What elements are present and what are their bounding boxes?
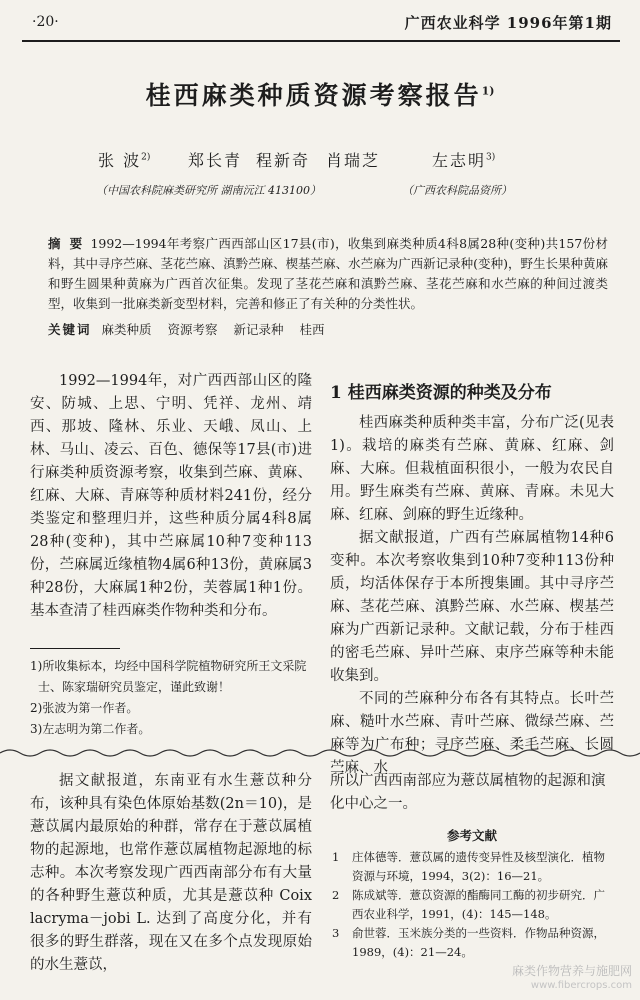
footnote-1: 1)所收集标本，均经中国科学院植物研究所王文采院士、陈家瑞研究员鉴定，谨此致谢！ [30,659,307,694]
section-1-heading: 1 桂西麻类资源的种类及分布 [330,383,552,403]
lower-left-paragraph: 据文献报道，东南亚有水生薏苡种分布，该种具有染色体原始基数(2n＝10)，是薏苡属内最原始的种群，常存在于薏苡属植物的起源地，也常作薏苡属植物起源地的标志种。本次考察发现广西西南部分布有大量的各种野生薏苡种质，尤其是薏苡种 Coix lacryma－jobi L. 达到了高度分化，并有很多的野生群落，现在又在多个点发现原始的水生薏苡， [30,773,312,973]
reference-item: 1 庄体德等．薏苡属的遗传变异性及核型演化．植物资源与环境，1994，3(2)：16—21。 [332,850,605,883]
journal-name: 广西农业科学 1996年第1期 [404,14,612,32]
keywords-label: 关键词 [48,322,92,337]
affiliation-1: （中国农科院麻类研究所 湖南沅江 413100） [96,184,321,197]
footnote-rule [30,648,120,649]
footnote-3: 3)左志明为第二作者。 [30,722,151,736]
keywords [48,320,608,338]
page-number: ·20· [32,14,59,30]
section-1-paragraph: 据文献报道，广西有苎麻属植物14种6变种。本次考察收集到10种7变种113份种质，均活体保存于本所搜集圃。其中寻序苎麻、茎花苎麻、滇黔苎麻、水苎麻、楔基苎麻为广西新记录种。文献记载，分布于桂西的密毛苎麻、异叶苎麻、束序苎麻等种未能收集到。 [330,530,614,684]
page-break-wavy-divider [0,745,640,761]
footnotes [30,656,312,740]
header-rule [22,40,620,42]
author-5: 左志明$^{3)}$ [432,151,496,170]
reference-item: 3 俞世蓉．玉米族分类的一些资料．作物品种资源，1989，(4)：21—24。 [332,926,605,959]
author-1-note: 2) [141,152,151,163]
section-1-body [330,412,614,780]
affiliation-2: （广西农科院品资所） [402,184,512,197]
lower-right-paragraph: 所以广西西南部应为薏苡属植物的起源和演化中心之一。 [330,773,606,812]
abstract-text: 1992—1994年考察广西西部山区17县(市)，收集到麻类种质4科8属28种(变种)共157份材料，其中寻序苎麻、茎花苎麻、滇黔苎麻、楔基苎麻、水苎麻为广西新记录种(变种)，野生长果种黄麻和野生圆果种黄麻为广西首次征集。发现了茎花苎麻和滇黔苎麻、茎花苎麻和水苎麻的种间过渡类型，收集到一批麻类新变型材料，完善和修正了有关种的分类性状。 [48,236,608,311]
watermark-text: 麻类作物营养与施肥网 [511,964,632,978]
references-list [330,848,614,962]
keyword: 麻类种质 [101,322,152,337]
section-1-paragraph: 不同的苎麻种分布各有其特点。长叶苎麻、糙叶水苎麻、青叶苎麻、微绿苎麻、苎麻等为广布种；寻序苎麻、柔毛苎麻、长圆苎麻、水 [330,691,614,776]
paper-title [0,76,640,112]
title-text: 桂西麻类种质资源考察报告 [145,81,482,110]
title-note: 1) [481,84,495,98]
author-2: 郑长青 [188,151,243,170]
footnote-2: 2)张波为第一作者。 [30,701,139,715]
section-1-paragraph: 桂西麻类种质种类丰富，分布广泛(见表1)。栽培的麻类有苎麻、黄麻、红麻、剑麻、大麻。但栽植面积很小，一般为农民自用。野生麻类有苎麻、黄麻、青麻。未见大麻、红麻、剑麻的野生近缘种。 [330,415,614,523]
reference-item: 2 陈成斌等．薏苡资源的酯酶同工酶的初步研究．广西农业科学，1991，(4)：145—148。 [332,888,605,921]
keyword: 新记录种 [233,322,284,337]
keyword: 资源考察 [167,322,218,337]
keyword: 桂西 [299,322,325,337]
author-1: 张 波$^{2)}$ [98,151,151,170]
author-5-note: 3) [486,152,496,163]
abstract-label: 摘 要 [48,236,85,251]
references-heading: 参考文献 [446,828,497,843]
abstract [48,234,608,314]
author-3: 程新奇 [256,151,311,170]
intro-paragraph: 1992—1994年，对广西西部山区的隆安、防城、上思、宁明、凭祥、龙州、靖西、那坡、隆林、乐业、天峨、凤山、上林、马山、凌云、百色、德保等17县(市)进行麻类种质资源考察，收集到苎麻、黄麻、红麻、大麻、青麻等种质材料241份，经分类鉴定和整理归并，这些种质分属4科8属28种(变种)，其中苎麻属10种7变种113份，苎麻属近缘植物4属6种13份，黄麻属3种28份，大麻属1种2份，芙蓉属1种1份。基本查清了桂西麻类作物种类和分布。 [30,373,312,619]
author-4: 肖瑞芝 [326,151,381,170]
watermark-url: www.fibercrops.com [530,980,632,991]
